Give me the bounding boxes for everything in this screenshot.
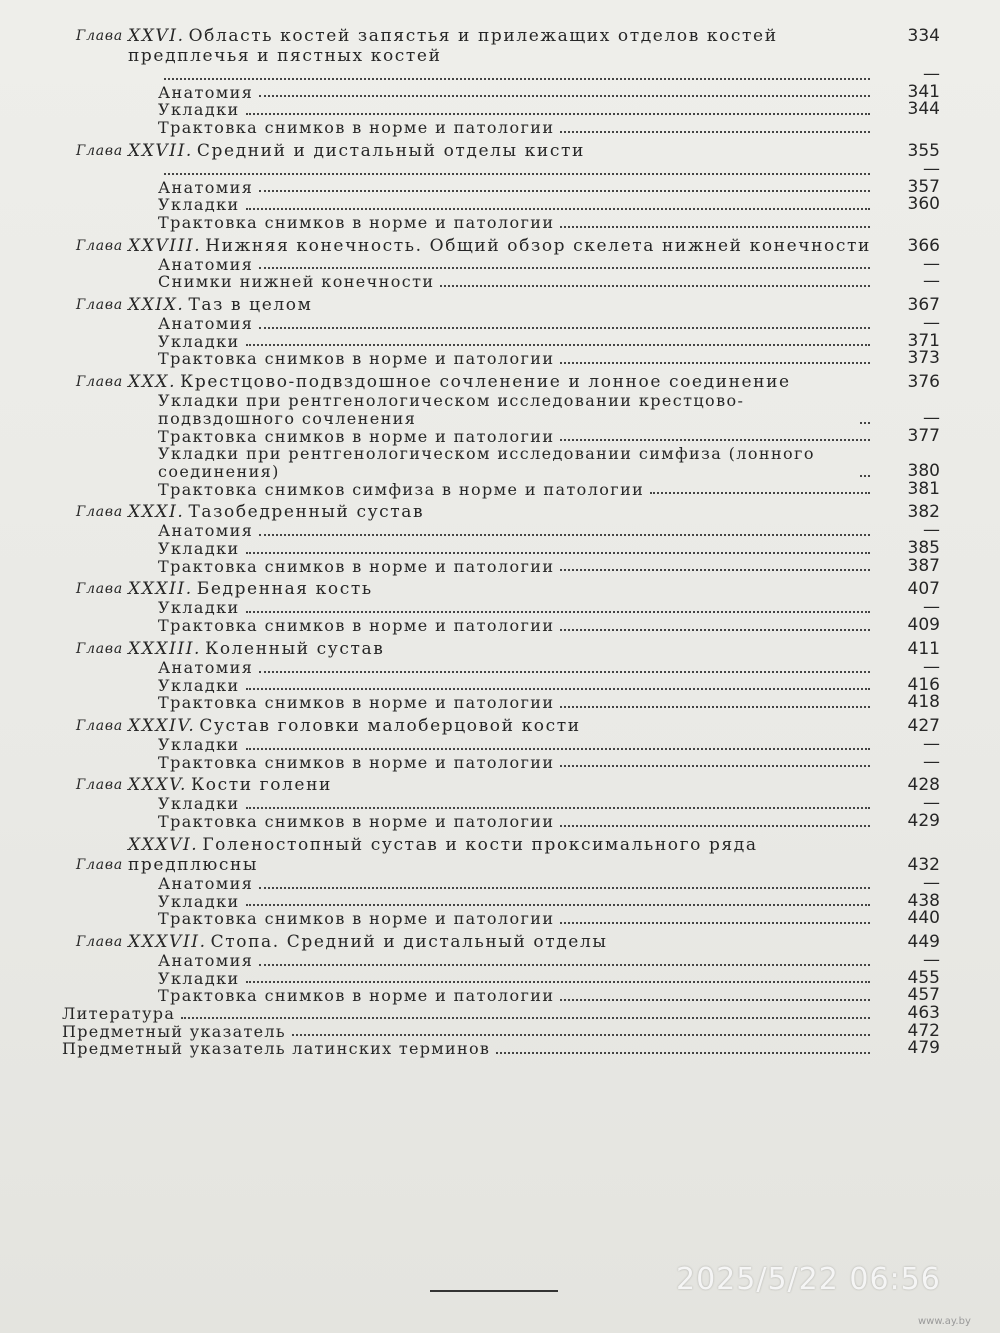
toc-section-row xyxy=(158,478,940,499)
section-page-number: — xyxy=(923,656,940,677)
dot-leader xyxy=(246,748,870,750)
chapter-number: XXVII. xyxy=(128,140,193,161)
section-label: Укладки xyxy=(158,195,240,215)
section-label: Укладки xyxy=(158,968,240,988)
chapter-title-text: Бедренная кость xyxy=(196,579,373,600)
dot-leader xyxy=(560,999,870,1001)
section-label: Анатомия xyxy=(158,314,254,334)
section-page-number: 373 xyxy=(907,348,940,369)
chapter-title-text: Кости голени xyxy=(191,775,332,796)
toc-section-row xyxy=(158,253,940,274)
chapter-page-number: 407 xyxy=(907,579,940,600)
toc-section-row xyxy=(158,81,940,102)
toc-section-row xyxy=(158,350,940,368)
chapter-word: Глава xyxy=(76,640,124,657)
toc-section-row xyxy=(158,540,940,558)
toc-section-row xyxy=(158,330,940,351)
section-page-number: 418 xyxy=(907,692,940,713)
section-label: Трактовка снимков симфиза в норме и патологии xyxy=(158,479,645,499)
chapter-page-number: 428 xyxy=(907,775,940,796)
dot-leader xyxy=(246,344,870,346)
toc-chapter xyxy=(62,502,940,575)
toc-section-row xyxy=(158,733,940,754)
toc-chapter xyxy=(62,579,940,634)
chapter-title-text: Стопа. Средний и дистальный отделы xyxy=(210,931,608,952)
section-label: Укладки при рентгенологическом исследовании крестцово-подвздошного сочленения xyxy=(158,391,745,428)
toc-section-row xyxy=(158,967,940,988)
chapter-title xyxy=(128,716,880,736)
dot-leader xyxy=(246,208,870,210)
chapter-title xyxy=(128,579,880,599)
toc-section-row xyxy=(158,751,940,772)
back-matter-label: Предметный указатель xyxy=(62,1021,286,1041)
toc-chapter xyxy=(62,236,940,291)
chapter-title-text: Крестцово-подвздошное сочленение и лонное соединение xyxy=(180,372,791,393)
toc-chapter xyxy=(62,932,940,1005)
toc-section-row xyxy=(158,617,940,635)
section-page-number: — xyxy=(923,751,940,772)
chapter-heading xyxy=(62,502,940,522)
chapter-page-number: 367 xyxy=(907,295,940,316)
chapter-page-number: 382 xyxy=(907,502,940,523)
chapter-heading xyxy=(62,236,940,256)
dot-leader xyxy=(860,422,870,424)
toc-section-row xyxy=(158,214,940,232)
dot-leader xyxy=(259,671,870,673)
chapter-title xyxy=(128,502,880,522)
dot-leader xyxy=(292,1034,870,1036)
section-page-number: 440 xyxy=(907,908,940,929)
chapter-title xyxy=(128,775,880,795)
chapter-page-number: 366 xyxy=(907,235,940,256)
chapter-number: XXXVII. xyxy=(128,931,207,952)
dot-leader xyxy=(246,113,870,115)
section-label: Укладки xyxy=(158,794,240,814)
section-label: Трактовка снимков в норме и патологии xyxy=(158,118,555,138)
dot-leader xyxy=(560,569,870,571)
toc-chapter xyxy=(62,295,940,368)
toc-chapter xyxy=(62,26,940,137)
section-page-number: — xyxy=(923,271,940,292)
section-label: Трактовка снимков в норме и патологии xyxy=(158,752,555,772)
watermark: www.ay.by xyxy=(918,1316,971,1327)
toc-section-row xyxy=(158,425,940,446)
dot-leader xyxy=(560,629,870,631)
toc-section-row xyxy=(158,694,940,712)
section-label: Анатомия xyxy=(158,521,254,541)
toc-chapter xyxy=(62,775,940,830)
section-page-number: — xyxy=(923,597,940,618)
section-page-number: 341 xyxy=(907,81,940,102)
chapter-number: XXXI. xyxy=(128,502,185,523)
back-matter-page-number: 463 xyxy=(907,1003,940,1024)
chapter-number: XXX. xyxy=(128,372,177,393)
dot-leader xyxy=(259,327,870,329)
section-label: Анатомия xyxy=(158,873,254,893)
dot-leader xyxy=(246,981,870,983)
chapter-word: Глава xyxy=(76,142,124,159)
section-page-number: 457 xyxy=(907,985,940,1006)
dot-leader xyxy=(440,285,870,287)
section-page-number: 416 xyxy=(907,674,940,695)
section-page-number: 377 xyxy=(907,425,940,446)
dot-leader xyxy=(650,492,870,494)
chapter-heading xyxy=(62,579,940,599)
toc-section-row xyxy=(158,176,940,197)
toc-chapter xyxy=(62,639,940,712)
section-page-number: — xyxy=(923,407,940,428)
dot-leader xyxy=(164,173,870,175)
section-label: Укладки при рентгенологическом исследовании симфиза (лонного соединения) xyxy=(158,444,815,481)
section-page-number: 371 xyxy=(907,330,940,351)
section-page-number: 357 xyxy=(907,176,940,197)
chapter-title xyxy=(128,835,880,875)
section-page-number: — xyxy=(923,793,940,814)
chapter-word: Глава xyxy=(76,581,124,598)
dot-leader xyxy=(560,922,870,924)
dot-leader xyxy=(259,190,870,192)
section-label: Трактовка снимков в норме и патологии xyxy=(158,986,555,1006)
chapter-word: Глава xyxy=(76,297,124,314)
chapter-title-text: Тазобедренный сустав xyxy=(188,502,425,523)
section-label: Анатомия xyxy=(158,254,254,274)
dot-leader xyxy=(560,226,870,228)
chapter-number: XXXIII. xyxy=(128,638,202,659)
dot-leader xyxy=(560,362,870,364)
chapter-heading xyxy=(62,372,940,392)
toc-section-row xyxy=(158,599,940,617)
section-page-number: 429 xyxy=(907,811,940,832)
chapter-title xyxy=(128,236,880,256)
section-label: Укладки xyxy=(158,539,240,559)
chapter-title xyxy=(128,141,880,161)
toc-back-matter-row xyxy=(62,1005,940,1023)
toc-section-row xyxy=(158,158,940,179)
toc-section-row xyxy=(158,987,940,1005)
section-page-number: — xyxy=(923,64,940,84)
chapter-page-number: 334 xyxy=(907,26,940,46)
toc-section-row xyxy=(158,315,940,333)
chapter-number: XXXIV. xyxy=(128,715,196,736)
section-label: Укладки xyxy=(158,675,240,695)
toc-section-row xyxy=(158,101,940,119)
chapter-title xyxy=(128,295,880,315)
end-rule xyxy=(430,1290,558,1292)
chapter-title-text: Сустав головки малоберцовой кости xyxy=(199,715,581,736)
section-label: Трактовка снимков в норме и патологии xyxy=(158,693,555,713)
chapter-word: Глава xyxy=(76,374,124,391)
section-label: Трактовка снимков в норме и патологии xyxy=(158,812,555,832)
chapter-title xyxy=(128,26,880,66)
dot-leader xyxy=(181,1017,870,1019)
chapter-page-number: 355 xyxy=(907,140,940,161)
toc-section-row xyxy=(158,872,940,893)
section-page-number: — xyxy=(923,733,940,754)
dot-leader xyxy=(560,825,870,827)
toc-section-row xyxy=(158,949,940,970)
toc-chapter xyxy=(62,141,940,232)
toc-section-row xyxy=(158,674,940,695)
chapter-word: Глава xyxy=(76,856,124,873)
chapter-number: XXXII. xyxy=(128,579,193,600)
toc-section-row xyxy=(158,196,940,214)
section-label: Укладки xyxy=(158,891,240,911)
chapter-heading xyxy=(62,932,940,952)
toc-section-row xyxy=(158,910,940,928)
toc-chapter xyxy=(62,835,940,928)
chapter-number: XXXVI. xyxy=(128,834,199,855)
dot-leader xyxy=(560,439,870,441)
chapter-page-number: 427 xyxy=(907,715,940,736)
section-label: Трактовка снимков в норме и патологии xyxy=(158,616,555,636)
chapter-title-text: Таз в целом xyxy=(188,295,313,316)
section-page-number: 344 xyxy=(907,99,940,120)
dot-leader xyxy=(560,765,870,767)
chapter-heading xyxy=(62,639,940,659)
back-matter-page-number: 479 xyxy=(907,1038,940,1059)
chapter-title-text: Нижняя конечность. Общий обзор скелета нижней конечности xyxy=(205,235,871,256)
section-label: Укладки xyxy=(158,734,240,754)
section-label: Анатомия xyxy=(158,657,254,677)
chapter-word: Глава xyxy=(76,777,124,794)
section-label: Трактовка снимков в норме и патологии xyxy=(158,426,555,446)
section-label: Трактовка снимков в норме и патологии xyxy=(158,909,555,929)
section-page-number: 387 xyxy=(907,555,940,576)
chapter-page-number: 432 xyxy=(907,854,940,875)
section-page-number: 455 xyxy=(907,967,940,988)
dot-leader xyxy=(259,95,870,97)
section-label: Укладки xyxy=(158,331,240,351)
section-page-number: — xyxy=(923,872,940,893)
toc-section-row xyxy=(158,890,940,911)
chapter-title-text: Область костей запястья и прилежащих отделов костей предплечья и пястных костей xyxy=(128,26,778,66)
chapter-number: XXIX. xyxy=(128,295,185,316)
dot-leader xyxy=(164,78,870,80)
toc-section-row xyxy=(158,813,940,831)
toc-section-row xyxy=(158,66,940,84)
dot-leader xyxy=(246,807,870,809)
section-label: Снимки нижней конечности xyxy=(158,272,435,292)
chapter-page-number: 411 xyxy=(907,638,940,659)
toc-chapter xyxy=(62,716,940,771)
chapter-title-text: Коленный сустав xyxy=(205,638,385,659)
section-page-number: — xyxy=(923,313,940,334)
chapter-title xyxy=(128,372,880,392)
dot-leader xyxy=(560,131,870,133)
toc-section-row xyxy=(158,522,940,540)
toc-section-row xyxy=(158,119,940,137)
toc-section-row xyxy=(158,795,940,813)
dot-leader xyxy=(246,904,870,906)
back-matter-label: Предметный указатель латинских терминов xyxy=(62,1039,491,1059)
section-page-number: 409 xyxy=(907,615,940,636)
chapter-number: XXVIII. xyxy=(128,235,202,256)
section-label: Анатомия xyxy=(158,177,254,197)
dot-leader xyxy=(246,552,870,554)
section-page-number: — xyxy=(923,158,940,179)
dot-leader xyxy=(259,534,870,536)
back-matter-page-number: 472 xyxy=(907,1020,940,1041)
section-page-number: — xyxy=(923,253,940,274)
toc-section-row xyxy=(158,392,940,427)
dot-leader xyxy=(560,706,870,708)
section-page-number: 438 xyxy=(907,890,940,911)
chapter-word: Глава xyxy=(76,933,124,950)
section-page-number: 385 xyxy=(907,538,940,559)
toc-section-row xyxy=(158,273,940,291)
chapter-heading xyxy=(62,295,940,315)
section-page-number: — xyxy=(923,520,940,541)
section-page-number: 380 xyxy=(907,460,940,481)
chapter-word: Глава xyxy=(76,28,124,44)
back-matter-label: Литература xyxy=(62,1004,176,1024)
chapter-title-text: Голеностопный сустав и кости проксимального ряда предплюсны xyxy=(128,834,758,875)
table-of-contents xyxy=(62,22,940,1058)
chapter-number: XXXV. xyxy=(128,775,188,796)
dot-leader xyxy=(496,1052,870,1054)
section-page-number: 381 xyxy=(907,478,940,499)
dot-leader xyxy=(259,887,870,889)
chapter-heading xyxy=(62,716,940,736)
dot-leader xyxy=(246,688,870,690)
section-label: Трактовка снимков в норме и патологии xyxy=(158,212,555,232)
photo-timestamp: 2025/5/22 06:56 xyxy=(676,1262,941,1297)
chapter-word: Глава xyxy=(76,504,124,521)
toc-chapter xyxy=(62,372,940,498)
section-label: Анатомия xyxy=(158,82,254,102)
toc-back-matter-row xyxy=(62,1020,940,1041)
toc-section-row xyxy=(158,445,940,480)
chapter-heading xyxy=(62,775,940,795)
chapter-word: Глава xyxy=(76,237,124,254)
toc-section-row xyxy=(158,656,940,677)
dot-leader xyxy=(259,964,870,966)
chapter-heading xyxy=(62,26,940,66)
section-label: Укладки xyxy=(158,598,240,618)
section-label: Трактовка снимков в норме и патологии xyxy=(158,556,555,576)
chapter-number: XXVI. xyxy=(128,26,185,46)
section-page-number: 360 xyxy=(907,194,940,215)
chapter-title xyxy=(128,932,880,952)
chapter-page-number: 449 xyxy=(907,931,940,952)
dot-leader xyxy=(259,267,870,269)
chapter-word: Глава xyxy=(76,717,124,734)
section-label: Анатомия xyxy=(158,950,254,970)
toc-section-row xyxy=(158,555,940,576)
chapter-title xyxy=(128,639,880,659)
section-page-number: — xyxy=(923,949,940,970)
toc-back-matter-row xyxy=(62,1040,940,1058)
dot-leader xyxy=(860,475,870,477)
chapter-heading xyxy=(62,835,940,875)
section-label: Укладки xyxy=(158,100,240,120)
chapter-heading xyxy=(62,141,940,161)
section-label: Трактовка снимков в норме и патологии xyxy=(158,349,555,369)
chapter-title-text: Средний и дистальный отделы кисти xyxy=(196,140,585,161)
chapter-page-number: 376 xyxy=(907,372,940,393)
dot-leader xyxy=(246,611,870,613)
